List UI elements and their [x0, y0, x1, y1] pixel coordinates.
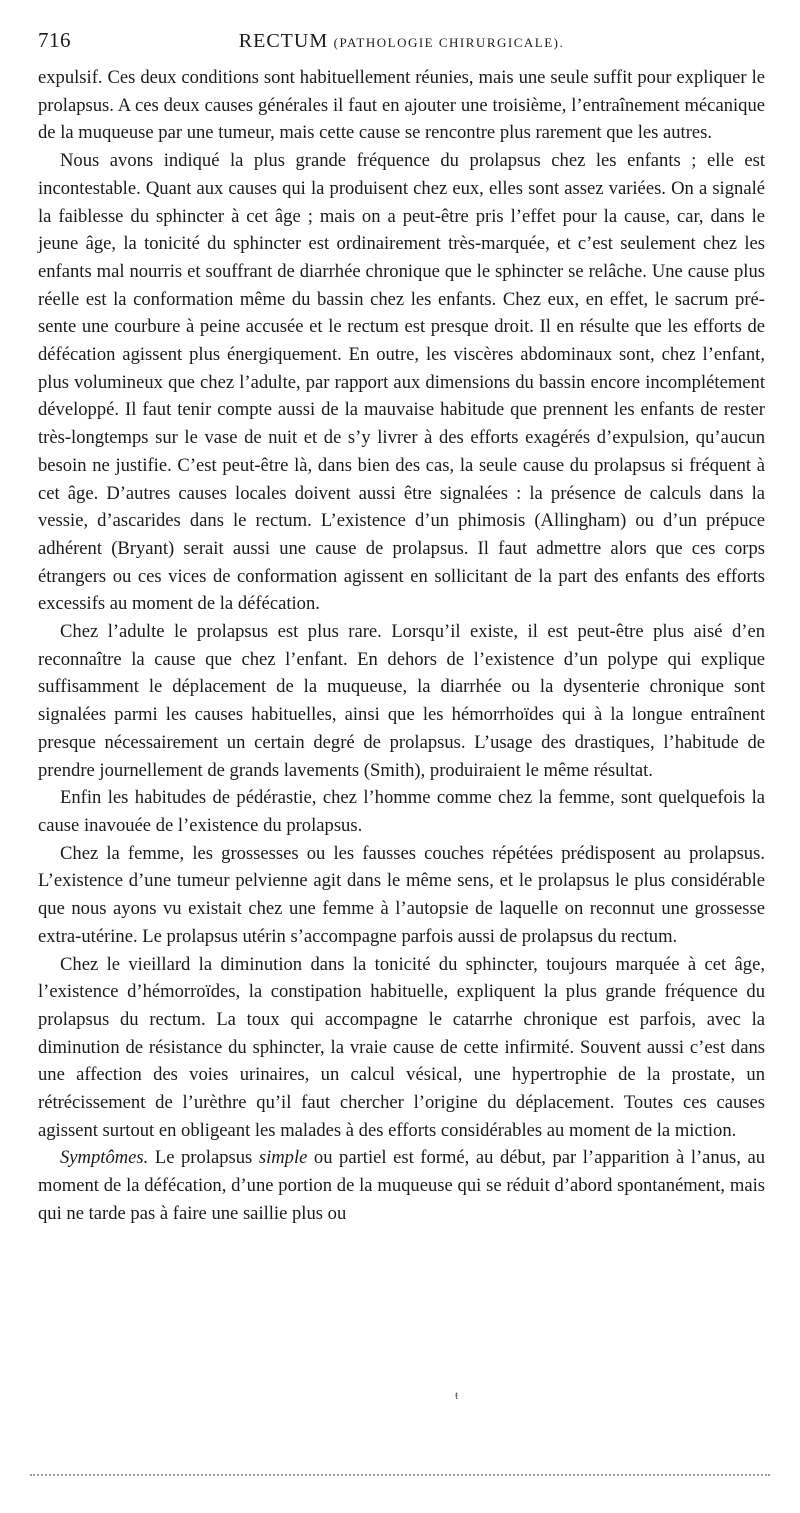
bottom-scan-rule — [30, 1474, 770, 1476]
paragraph-continuation: expulsif. Ces deux conditions sont habituellement réunies, mais une seule suffit pour expliquer le prolapsus. A ces deux causes générales il faut en ajouter une troisième, l’entraînement mécanique de la muqueuse par une tumeur, mais cette cause se rencontre plus rarement que les autres. — [38, 67, 765, 144]
page-number: 716 — [38, 28, 71, 52]
printer-mark: ŧ — [455, 1388, 459, 1402]
paragraph-women: Chez la femme, les grossesses ou les fausses couches répétées prédisposent au prolapsus. L’existence d’une tumeur pelvienne agit dans le même sens, et le prolapsus le plus considérable que nous ayons vu existait chez une femme à l’autopsie de laquelle on reconnut une grossesse extra-utérine. Le prolapsus utérin s’accompagne parfois aussi de prolapsus du rectum. — [38, 842, 765, 947]
book-page — [38, 28, 765, 1228]
symptoms-text-2: ou partiel est formé, au début, par l’apparition à l’anus, au moment de la défécation, d’une portion de la muqueuse qui se réduit d’abord spontanément, mais qui ne tarde pas à faire une saillie plus ou — [38, 1147, 765, 1224]
paragraph-symptoms — [38, 1144, 765, 1227]
paragraph-pederasty: Enfin les habitudes de pédérastie, chez l’homme comme chez la femme, sont quelquefois la cause inavouée de l’existence du prolapsus. — [38, 787, 765, 836]
symptoms-text-1: Le prolapsus — [148, 1147, 259, 1169]
paragraph-adult: Chez l’adulte le prolapsus est plus rare. Lorsqu’il existe, il est peut-être plus aisé d’en reconnaître la cause que chez l’enfant. En dehors de l’existence d’un polype qui explique suffisamment le déplacement de la muqueuse, la diarrhée ou la dysenterie chronique sont signalées parmi les causes habituelles, ainsi que les hémorrhoïdes qui à la longue entraînent presque nécessairement un certain degré de prolapsus. L’usage des drastiques, l’habitude de prendre journellement de grands lavements (Smith), produiraient le même résultat. — [38, 621, 765, 781]
running-header — [38, 28, 765, 64]
paragraph-children: Nous avons indiqué la plus grande fréquence du prolapsus chez les enfants ; elle est incontestable. Quant aux causes qui la produisent chez eux, elles sont assez variées. On a signalé la faiblesse du sphincter à cet âge ; mais on a peut-être pris l’effet pour la cause, car, dans le jeune âge, la tonicité du sphincter est ordinairement très-marquée, et c’est seulement chez les enfants mal nourris et souffrant de diarrhée chronique que le sphincter se relâche. Une cause plus réelle est la conformation même du bassin chez les enfants. Chez eux, en effet, le sacrum présente une courbure à peine accusée et le rectum est presque droit. Il en résulte que les efforts de défécation agissent plus énergiquement. En outre, les viscères abdominaux sont, chez l’enfant, plus volumineux que chez l’adulte, par rapport aux dimensions du bassin encore incomplétement développé. Il faut tenir compte aussi de la mauvaise habitude que prennent les enfants de rester très-longtemps sur le vase de nuit et de s’y livrer à des efforts exagérés d’expulsion, qu’aucun besoin ne justifie. C’est peut-être là, dans bien des cas, la seule cause du prolapsus si fréquent à cet âge. D’autres causes locales doivent aussi être signalées : la présence de calculs dans la vessie, d’ascarides dans le rectum. L’existence d’un phimosis (Allingham) ou d’un prépuce adhérent (Bryant) serait aussi une cause de prolapsus. Il faut admettre alors que ces corps étrangers ou ces vices de conformation agissent en sollicitant de la part des enfants des efforts excessifs au moment de la défécation. — [38, 150, 765, 615]
running-title — [98, 30, 765, 53]
chapter-subtitle: (PATHOLOGIE CHIRURGICALE). — [333, 35, 565, 50]
symptoms-heading: Symptômes. — [60, 1147, 149, 1169]
paragraph-elderly: Chez le vieillard la diminution dans la tonicité du sphincter, toujours marquée à cet âge, l’existence d’hémorroïdes, la constipation habituelle, expliquent la plus grande fréquence du prolapsus du rectum. La toux qui accompagne le catarrhe chronique est parfois, avec la diminution de résistance du sphincter, la vraie cause de cette infirmité. Souvent aussi c’est dans une affection des voies urinaires, un calcul vésical, une hypertrophie de la prostate, un rétrécissement de l’urèthre qu’il faut chercher l’origine du déplacement. Toutes ces causes agissent surtout en obligeant les malades à des efforts considérables au moment de la miction. — [38, 953, 765, 1141]
chapter-title: RECTUM — [238, 30, 329, 52]
symptoms-emphasis: simple — [258, 1147, 308, 1169]
